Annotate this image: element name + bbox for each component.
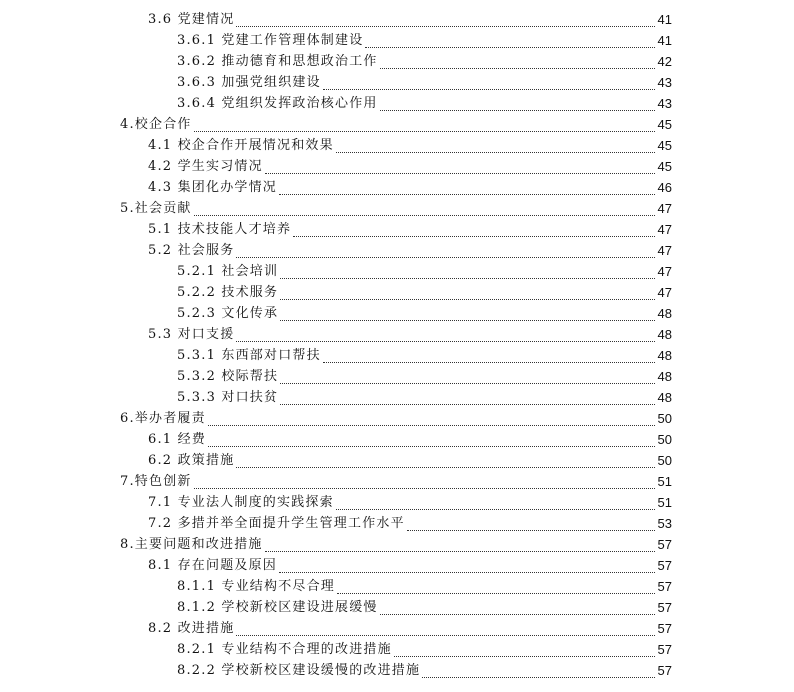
toc-page-number: 48 bbox=[657, 369, 672, 384]
toc-entry-title: 4.1 校企合作开展情况和效果 bbox=[148, 138, 334, 153]
toc-entry[interactable] bbox=[0, 219, 794, 240]
dot-leader bbox=[194, 131, 655, 132]
toc-page-number: 50 bbox=[657, 453, 672, 468]
toc-page-number: 48 bbox=[657, 390, 672, 405]
toc-entry-title: 7.2 多措并举全面提升学生管理工作水平 bbox=[148, 516, 405, 531]
toc-page-number: 57 bbox=[657, 537, 672, 552]
dot-leader bbox=[280, 383, 655, 384]
toc-page-number: 45 bbox=[657, 159, 672, 174]
toc-entry-title: 3.6.2 推动德育和思想政治工作 bbox=[177, 54, 378, 69]
toc-entry-title: 3.6.3 加强党组织建设 bbox=[177, 75, 321, 90]
dot-leader bbox=[380, 68, 655, 69]
toc-entry[interactable] bbox=[0, 9, 794, 30]
toc-entry-title: 5.3 对口支援 bbox=[148, 327, 235, 342]
dot-leader bbox=[280, 278, 655, 279]
toc-entry[interactable] bbox=[0, 240, 794, 261]
toc-page-number: 47 bbox=[657, 264, 672, 279]
toc-page-number: 57 bbox=[657, 558, 672, 573]
toc-entry[interactable] bbox=[0, 198, 794, 219]
toc-entry-title: 5.2.2 技术服务 bbox=[177, 285, 279, 300]
toc-entry[interactable] bbox=[0, 156, 794, 177]
toc-entry-title: 8.2.2 学校新校区建设缓慢的改进措施 bbox=[177, 663, 421, 678]
dot-leader bbox=[394, 656, 655, 657]
dot-leader bbox=[380, 614, 655, 615]
dot-leader bbox=[280, 320, 655, 321]
toc-entry-title: 8.2 改进措施 bbox=[148, 621, 235, 636]
toc-page-number: 57 bbox=[657, 579, 672, 594]
toc-entry[interactable] bbox=[0, 72, 794, 93]
toc-entry-title: 5.社会贡献 bbox=[120, 201, 192, 216]
toc-page-number: 47 bbox=[657, 285, 672, 300]
toc-page-number: 47 bbox=[657, 243, 672, 258]
toc-entry[interactable] bbox=[0, 639, 794, 660]
toc-entry-title: 4.2 学生实习情况 bbox=[148, 159, 263, 174]
dot-leader bbox=[365, 47, 655, 48]
toc-page-number: 47 bbox=[657, 222, 672, 237]
toc-page-number: 50 bbox=[657, 432, 672, 447]
toc-entry-title: 5.3.1 东西部对口帮扶 bbox=[177, 348, 321, 363]
toc-entry[interactable] bbox=[0, 576, 794, 597]
dot-leader bbox=[323, 362, 655, 363]
toc-entry-title: 6.举办者履责 bbox=[120, 411, 206, 426]
dot-leader bbox=[280, 404, 655, 405]
toc-page-number: 51 bbox=[657, 474, 672, 489]
toc-page-number: 43 bbox=[657, 96, 672, 111]
toc-entry-title: 6.2 政策措施 bbox=[148, 453, 235, 468]
toc-page-number: 45 bbox=[657, 117, 672, 132]
toc-entry[interactable] bbox=[0, 597, 794, 618]
dot-leader bbox=[380, 110, 655, 111]
dot-leader bbox=[265, 551, 655, 552]
toc-entry-title: 8.1.1 专业结构不尽合理 bbox=[177, 579, 336, 594]
toc-page-number: 43 bbox=[657, 75, 672, 90]
toc-entry[interactable] bbox=[0, 618, 794, 639]
toc-page-number: 41 bbox=[657, 12, 672, 27]
toc-page-number: 48 bbox=[657, 327, 672, 342]
toc-entry-title: 5.1 技术技能人才培养 bbox=[148, 222, 292, 237]
toc-entry[interactable] bbox=[0, 471, 794, 492]
toc-entry[interactable] bbox=[0, 408, 794, 429]
toc-entry[interactable] bbox=[0, 429, 794, 450]
toc-entry[interactable] bbox=[0, 303, 794, 324]
dot-leader bbox=[407, 530, 655, 531]
toc-entry[interactable] bbox=[0, 282, 794, 303]
toc-entry[interactable] bbox=[0, 555, 794, 576]
toc-page-number: 51 bbox=[657, 495, 672, 510]
dot-leader bbox=[293, 236, 655, 237]
dot-leader bbox=[280, 299, 655, 300]
toc-entry-title: 5.2.3 文化传承 bbox=[177, 306, 279, 321]
dot-leader bbox=[236, 257, 655, 258]
toc-page-number: 45 bbox=[657, 138, 672, 153]
toc-entry[interactable] bbox=[0, 135, 794, 156]
toc-page-number: 57 bbox=[657, 600, 672, 615]
dot-leader bbox=[194, 215, 655, 216]
toc-entry-title: 4.3 集团化办学情况 bbox=[148, 180, 278, 195]
toc-entry-title: 8.1.2 学校新校区建设进展缓慢 bbox=[177, 600, 378, 615]
dot-leader bbox=[208, 425, 655, 426]
toc-page-number: 57 bbox=[657, 621, 672, 636]
dot-leader bbox=[337, 593, 655, 594]
dot-leader bbox=[236, 467, 655, 468]
toc-entry-title: 8.2.1 专业结构不合理的改进措施 bbox=[177, 642, 392, 657]
toc-entry[interactable] bbox=[0, 114, 794, 135]
toc-entry[interactable] bbox=[0, 345, 794, 366]
toc-entry-title: 3.6.4 党组织发挥政治核心作用 bbox=[177, 96, 378, 111]
toc-entry[interactable] bbox=[0, 387, 794, 408]
toc-entry-title: 5.2.1 社会培训 bbox=[177, 264, 279, 279]
toc-entry-title: 6.1 经费 bbox=[148, 432, 207, 447]
dot-leader bbox=[208, 446, 655, 447]
toc-entry[interactable] bbox=[0, 492, 794, 513]
toc-page-number: 46 bbox=[657, 180, 672, 195]
toc-page-number: 57 bbox=[657, 642, 672, 657]
toc-entry-title: 7.1 专业法人制度的实践探索 bbox=[148, 495, 334, 510]
toc-entry[interactable] bbox=[0, 450, 794, 471]
toc-entry[interactable] bbox=[0, 93, 794, 114]
toc-entry[interactable] bbox=[0, 534, 794, 555]
dot-leader bbox=[336, 509, 655, 510]
toc-page-number: 41 bbox=[657, 33, 672, 48]
toc-entry-title: 4.校企合作 bbox=[120, 117, 192, 132]
dot-leader bbox=[194, 488, 655, 489]
dot-leader bbox=[336, 152, 655, 153]
dot-leader bbox=[323, 89, 655, 90]
toc-entry[interactable] bbox=[0, 30, 794, 51]
toc-page-number: 48 bbox=[657, 348, 672, 363]
toc-entry[interactable] bbox=[0, 261, 794, 282]
toc-entry[interactable] bbox=[0, 366, 794, 387]
toc-page-number: 48 bbox=[657, 306, 672, 321]
toc-entry[interactable] bbox=[0, 177, 794, 198]
dot-leader bbox=[236, 635, 655, 636]
toc-entry[interactable] bbox=[0, 51, 794, 72]
toc-entry-title: 5.2 社会服务 bbox=[148, 243, 235, 258]
dot-leader bbox=[236, 26, 655, 27]
toc-entry-title: 8.1 存在问题及原因 bbox=[148, 558, 278, 573]
toc-entry[interactable] bbox=[0, 324, 794, 345]
toc-entry-title: 5.3.2 校际帮扶 bbox=[177, 369, 279, 384]
dot-leader bbox=[236, 341, 655, 342]
dot-leader bbox=[279, 194, 655, 195]
toc-entry-title: 3.6 党建情况 bbox=[148, 12, 235, 27]
dot-leader bbox=[422, 677, 655, 678]
dot-leader bbox=[279, 572, 655, 573]
toc-page-number: 50 bbox=[657, 411, 672, 426]
toc-entry-title: 5.3.3 对口扶贫 bbox=[177, 390, 279, 405]
toc-entry-title: 7.特色创新 bbox=[120, 474, 192, 489]
toc-entry[interactable] bbox=[0, 660, 794, 681]
toc-page-number: 42 bbox=[657, 54, 672, 69]
dot-leader bbox=[265, 173, 655, 174]
toc-page-number: 57 bbox=[657, 663, 672, 678]
toc-page-number: 47 bbox=[657, 201, 672, 216]
toc-entry-title: 8.主要问题和改进措施 bbox=[120, 537, 263, 552]
toc-entry-title: 3.6.1 党建工作管理体制建设 bbox=[177, 33, 364, 48]
toc-entry[interactable] bbox=[0, 513, 794, 534]
toc-page-number: 53 bbox=[657, 516, 672, 531]
